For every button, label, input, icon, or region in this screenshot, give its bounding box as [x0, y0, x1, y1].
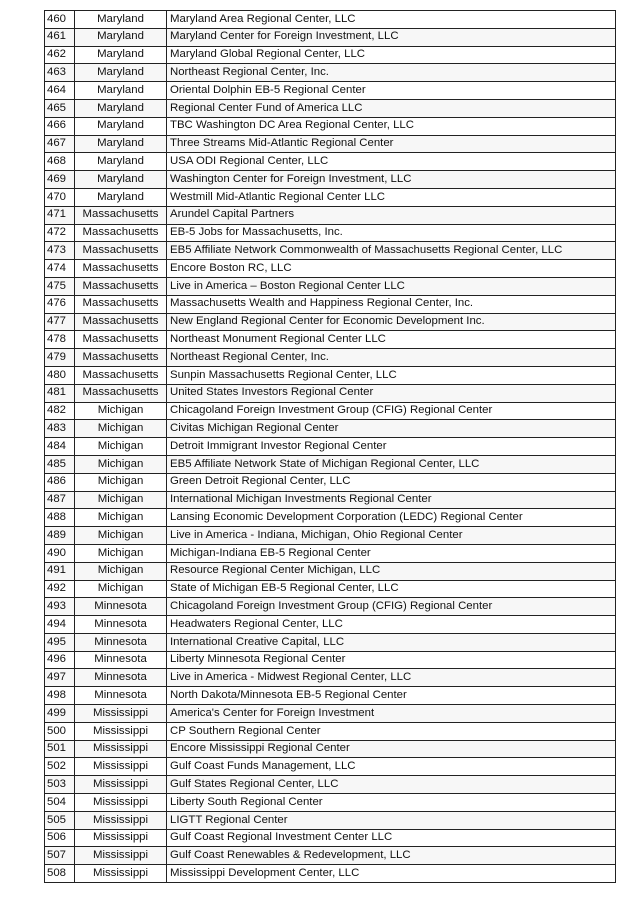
- table-row: [45, 669, 616, 687]
- table-row: [45, 331, 616, 349]
- row-number-cell: 501: [45, 740, 75, 758]
- state-cell: Minnesota: [75, 687, 167, 705]
- row-number-cell: 477: [45, 313, 75, 331]
- regional-center-name-cell: Three Streams Mid-Atlantic Regional Center: [167, 135, 616, 153]
- state-cell: Michigan: [75, 509, 167, 527]
- state-cell: Mississippi: [75, 829, 167, 847]
- table-row: [45, 633, 616, 651]
- table-row: [45, 829, 616, 847]
- row-number-cell: 492: [45, 580, 75, 598]
- regional-center-name-cell: Civitas Michigan Regional Center: [167, 420, 616, 438]
- row-number-cell: 468: [45, 153, 75, 171]
- regional-center-name-cell: USA ODI Regional Center, LLC: [167, 153, 616, 171]
- regional-center-name-cell: Gulf Coast Regional Investment Center LLC: [167, 829, 616, 847]
- row-number-cell: 483: [45, 420, 75, 438]
- table-row: [45, 491, 616, 509]
- row-number-cell: 495: [45, 633, 75, 651]
- state-cell: Maryland: [75, 46, 167, 64]
- row-number-cell: 491: [45, 562, 75, 580]
- table-row: [45, 509, 616, 527]
- row-number-cell: 460: [45, 11, 75, 29]
- table-row: [45, 776, 616, 794]
- row-number-cell: 463: [45, 64, 75, 82]
- regional-center-name-cell: CP Southern Regional Center: [167, 722, 616, 740]
- table-row: [45, 865, 616, 883]
- row-number-cell: 482: [45, 402, 75, 420]
- row-number-cell: 494: [45, 616, 75, 634]
- regional-center-name-cell: United States Investors Regional Center: [167, 384, 616, 402]
- regional-center-name-cell: EB-5 Jobs for Massachusetts, Inc.: [167, 224, 616, 242]
- state-cell: Mississippi: [75, 794, 167, 812]
- table-row: [45, 295, 616, 313]
- regional-center-name-cell: Gulf Coast Renewables & Redevelopment, LLC: [167, 847, 616, 865]
- row-number-cell: 500: [45, 722, 75, 740]
- regional-center-name-cell: Chicagoland Foreign Investment Group (CFIG) Regional Center: [167, 402, 616, 420]
- state-cell: Maryland: [75, 99, 167, 117]
- row-number-cell: 464: [45, 82, 75, 100]
- state-cell: Maryland: [75, 11, 167, 29]
- table-row: [45, 758, 616, 776]
- state-cell: Maryland: [75, 188, 167, 206]
- regional-center-name-cell: Chicagoland Foreign Investment Group (CFIG) Regional Center: [167, 598, 616, 616]
- regional-center-name-cell: Encore Mississippi Regional Center: [167, 740, 616, 758]
- table-row: [45, 82, 616, 100]
- state-cell: Minnesota: [75, 651, 167, 669]
- state-cell: Michigan: [75, 402, 167, 420]
- table-row: [45, 260, 616, 278]
- row-number-cell: 469: [45, 171, 75, 189]
- regional-center-name-cell: Arundel Capital Partners: [167, 206, 616, 224]
- row-number-cell: 507: [45, 847, 75, 865]
- table-row: [45, 598, 616, 616]
- state-cell: Mississippi: [75, 740, 167, 758]
- row-number-cell: 476: [45, 295, 75, 313]
- regional-center-name-cell: Liberty Minnesota Regional Center: [167, 651, 616, 669]
- table-row: [45, 705, 616, 723]
- state-cell: Michigan: [75, 438, 167, 456]
- table-row: [45, 117, 616, 135]
- regional-center-name-cell: State of Michigan EB-5 Regional Center, LLC: [167, 580, 616, 598]
- table-row: [45, 651, 616, 669]
- regional-center-name-cell: Resource Regional Center Michigan, LLC: [167, 562, 616, 580]
- state-cell: Mississippi: [75, 758, 167, 776]
- regional-center-name-cell: Headwaters Regional Center, LLC: [167, 616, 616, 634]
- table-row: [45, 455, 616, 473]
- row-number-cell: 498: [45, 687, 75, 705]
- state-cell: Massachusetts: [75, 206, 167, 224]
- state-cell: Maryland: [75, 171, 167, 189]
- state-cell: Michigan: [75, 473, 167, 491]
- state-cell: Massachusetts: [75, 331, 167, 349]
- state-cell: Minnesota: [75, 633, 167, 651]
- table-row: [45, 847, 616, 865]
- state-cell: Michigan: [75, 562, 167, 580]
- row-number-cell: 473: [45, 242, 75, 260]
- row-number-cell: 487: [45, 491, 75, 509]
- row-number-cell: 488: [45, 509, 75, 527]
- row-number-cell: 474: [45, 260, 75, 278]
- regional-center-table: [44, 10, 616, 883]
- regional-center-name-cell: Liberty South Regional Center: [167, 794, 616, 812]
- table-row: [45, 811, 616, 829]
- state-cell: Minnesota: [75, 598, 167, 616]
- table-row: [45, 135, 616, 153]
- state-cell: Michigan: [75, 544, 167, 562]
- table-row: [45, 722, 616, 740]
- row-number-cell: 462: [45, 46, 75, 64]
- row-number-cell: 478: [45, 331, 75, 349]
- table-row: [45, 616, 616, 634]
- regional-center-name-cell: Sunpin Massachusetts Regional Center, LLC: [167, 366, 616, 384]
- state-cell: Michigan: [75, 420, 167, 438]
- table-row: [45, 28, 616, 46]
- row-number-cell: 475: [45, 277, 75, 295]
- table-row: [45, 277, 616, 295]
- regional-center-name-cell: Gulf States Regional Center, LLC: [167, 776, 616, 794]
- state-cell: Massachusetts: [75, 277, 167, 295]
- state-cell: Massachusetts: [75, 313, 167, 331]
- regional-center-name-cell: Gulf Coast Funds Management, LLC: [167, 758, 616, 776]
- state-cell: Massachusetts: [75, 295, 167, 313]
- table-row: [45, 224, 616, 242]
- regional-center-name-cell: International Michigan Investments Regional Center: [167, 491, 616, 509]
- regional-center-name-cell: Northeast Monument Regional Center LLC: [167, 331, 616, 349]
- state-cell: Mississippi: [75, 847, 167, 865]
- regional-center-name-cell: International Creative Capital, LLC: [167, 633, 616, 651]
- row-number-cell: 467: [45, 135, 75, 153]
- row-number-cell: 489: [45, 527, 75, 545]
- table-row: [45, 402, 616, 420]
- state-cell: Minnesota: [75, 616, 167, 634]
- row-number-cell: 479: [45, 349, 75, 367]
- state-cell: Massachusetts: [75, 384, 167, 402]
- regional-center-name-cell: Lansing Economic Development Corporation (LEDC) Regional Center: [167, 509, 616, 527]
- state-cell: Massachusetts: [75, 349, 167, 367]
- table-row: [45, 473, 616, 491]
- table-row: [45, 366, 616, 384]
- row-number-cell: 490: [45, 544, 75, 562]
- row-number-cell: 465: [45, 99, 75, 117]
- state-cell: Massachusetts: [75, 242, 167, 260]
- row-number-cell: 497: [45, 669, 75, 687]
- regional-center-name-cell: Green Detroit Regional Center, LLC: [167, 473, 616, 491]
- row-number-cell: 485: [45, 455, 75, 473]
- row-number-cell: 466: [45, 117, 75, 135]
- row-number-cell: 470: [45, 188, 75, 206]
- regional-center-name-cell: LIGTT Regional Center: [167, 811, 616, 829]
- state-cell: Massachusetts: [75, 366, 167, 384]
- table-row: [45, 153, 616, 171]
- table-row: [45, 11, 616, 29]
- regional-center-name-cell: EB5 Affiliate Network Commonwealth of Massachusetts Regional Center, LLC: [167, 242, 616, 260]
- row-number-cell: 480: [45, 366, 75, 384]
- row-number-cell: 505: [45, 811, 75, 829]
- regional-center-name-cell: Westmill Mid-Atlantic Regional Center LLC: [167, 188, 616, 206]
- table-row: [45, 313, 616, 331]
- state-cell: Mississippi: [75, 776, 167, 794]
- regional-center-name-cell: New England Regional Center for Economic Development Inc.: [167, 313, 616, 331]
- regional-center-name-cell: North Dakota/Minnesota EB-5 Regional Center: [167, 687, 616, 705]
- row-number-cell: 502: [45, 758, 75, 776]
- regional-center-name-cell: Michigan-Indiana EB-5 Regional Center: [167, 544, 616, 562]
- row-number-cell: 486: [45, 473, 75, 491]
- table-row: [45, 349, 616, 367]
- state-cell: Michigan: [75, 527, 167, 545]
- state-cell: Maryland: [75, 117, 167, 135]
- table-row: [45, 527, 616, 545]
- state-cell: Maryland: [75, 28, 167, 46]
- state-cell: Maryland: [75, 82, 167, 100]
- row-number-cell: 506: [45, 829, 75, 847]
- row-number-cell: 493: [45, 598, 75, 616]
- row-number-cell: 461: [45, 28, 75, 46]
- regional-center-name-cell: America's Center for Foreign Investment: [167, 705, 616, 723]
- regional-center-name-cell: TBC Washington DC Area Regional Center, LLC: [167, 117, 616, 135]
- state-cell: Mississippi: [75, 811, 167, 829]
- row-number-cell: 496: [45, 651, 75, 669]
- table-row: [45, 438, 616, 456]
- regional-center-name-cell: Live in America – Boston Regional Center LLC: [167, 277, 616, 295]
- state-cell: Mississippi: [75, 705, 167, 723]
- table-row: [45, 740, 616, 758]
- row-number-cell: 503: [45, 776, 75, 794]
- table-row: [45, 99, 616, 117]
- state-cell: Minnesota: [75, 669, 167, 687]
- table-row: [45, 794, 616, 812]
- table-row: [45, 206, 616, 224]
- regional-center-name-cell: Live in America - Midwest Regional Center, LLC: [167, 669, 616, 687]
- row-number-cell: 472: [45, 224, 75, 242]
- state-cell: Mississippi: [75, 865, 167, 883]
- regional-center-name-cell: Maryland Center for Foreign Investment, LLC: [167, 28, 616, 46]
- regional-center-name-cell: Maryland Area Regional Center, LLC: [167, 11, 616, 29]
- row-number-cell: 484: [45, 438, 75, 456]
- row-number-cell: 471: [45, 206, 75, 224]
- state-cell: Michigan: [75, 580, 167, 598]
- table-row: [45, 46, 616, 64]
- table-body: [45, 11, 616, 883]
- table-row: [45, 544, 616, 562]
- table-row: [45, 188, 616, 206]
- state-cell: Maryland: [75, 135, 167, 153]
- table-row: [45, 562, 616, 580]
- state-cell: Massachusetts: [75, 224, 167, 242]
- regional-center-name-cell: Northeast Regional Center, Inc.: [167, 349, 616, 367]
- row-number-cell: 508: [45, 865, 75, 883]
- regional-center-name-cell: Mississippi Development Center, LLC: [167, 865, 616, 883]
- table-row: [45, 384, 616, 402]
- table-row: [45, 687, 616, 705]
- state-cell: Michigan: [75, 455, 167, 473]
- table-row: [45, 64, 616, 82]
- state-cell: Maryland: [75, 153, 167, 171]
- state-cell: Michigan: [75, 491, 167, 509]
- row-number-cell: 481: [45, 384, 75, 402]
- regional-center-name-cell: Live in America - Indiana, Michigan, Ohio Regional Center: [167, 527, 616, 545]
- table-row: [45, 420, 616, 438]
- row-number-cell: 499: [45, 705, 75, 723]
- table-row: [45, 171, 616, 189]
- regional-center-name-cell: EB5 Affiliate Network State of Michigan Regional Center, LLC: [167, 455, 616, 473]
- regional-center-name-cell: Detroit Immigrant Investor Regional Center: [167, 438, 616, 456]
- table-row: [45, 580, 616, 598]
- regional-center-name-cell: Regional Center Fund of America LLC: [167, 99, 616, 117]
- state-cell: Maryland: [75, 64, 167, 82]
- regional-center-name-cell: Washington Center for Foreign Investment, LLC: [167, 171, 616, 189]
- regional-center-name-cell: Massachusetts Wealth and Happiness Regional Center, Inc.: [167, 295, 616, 313]
- table-row: [45, 242, 616, 260]
- regional-center-name-cell: Encore Boston RC, LLC: [167, 260, 616, 278]
- row-number-cell: 504: [45, 794, 75, 812]
- regional-center-name-cell: Maryland Global Regional Center, LLC: [167, 46, 616, 64]
- state-cell: Mississippi: [75, 722, 167, 740]
- regional-center-name-cell: Oriental Dolphin EB-5 Regional Center: [167, 82, 616, 100]
- state-cell: Massachusetts: [75, 260, 167, 278]
- regional-center-name-cell: Northeast Regional Center, Inc.: [167, 64, 616, 82]
